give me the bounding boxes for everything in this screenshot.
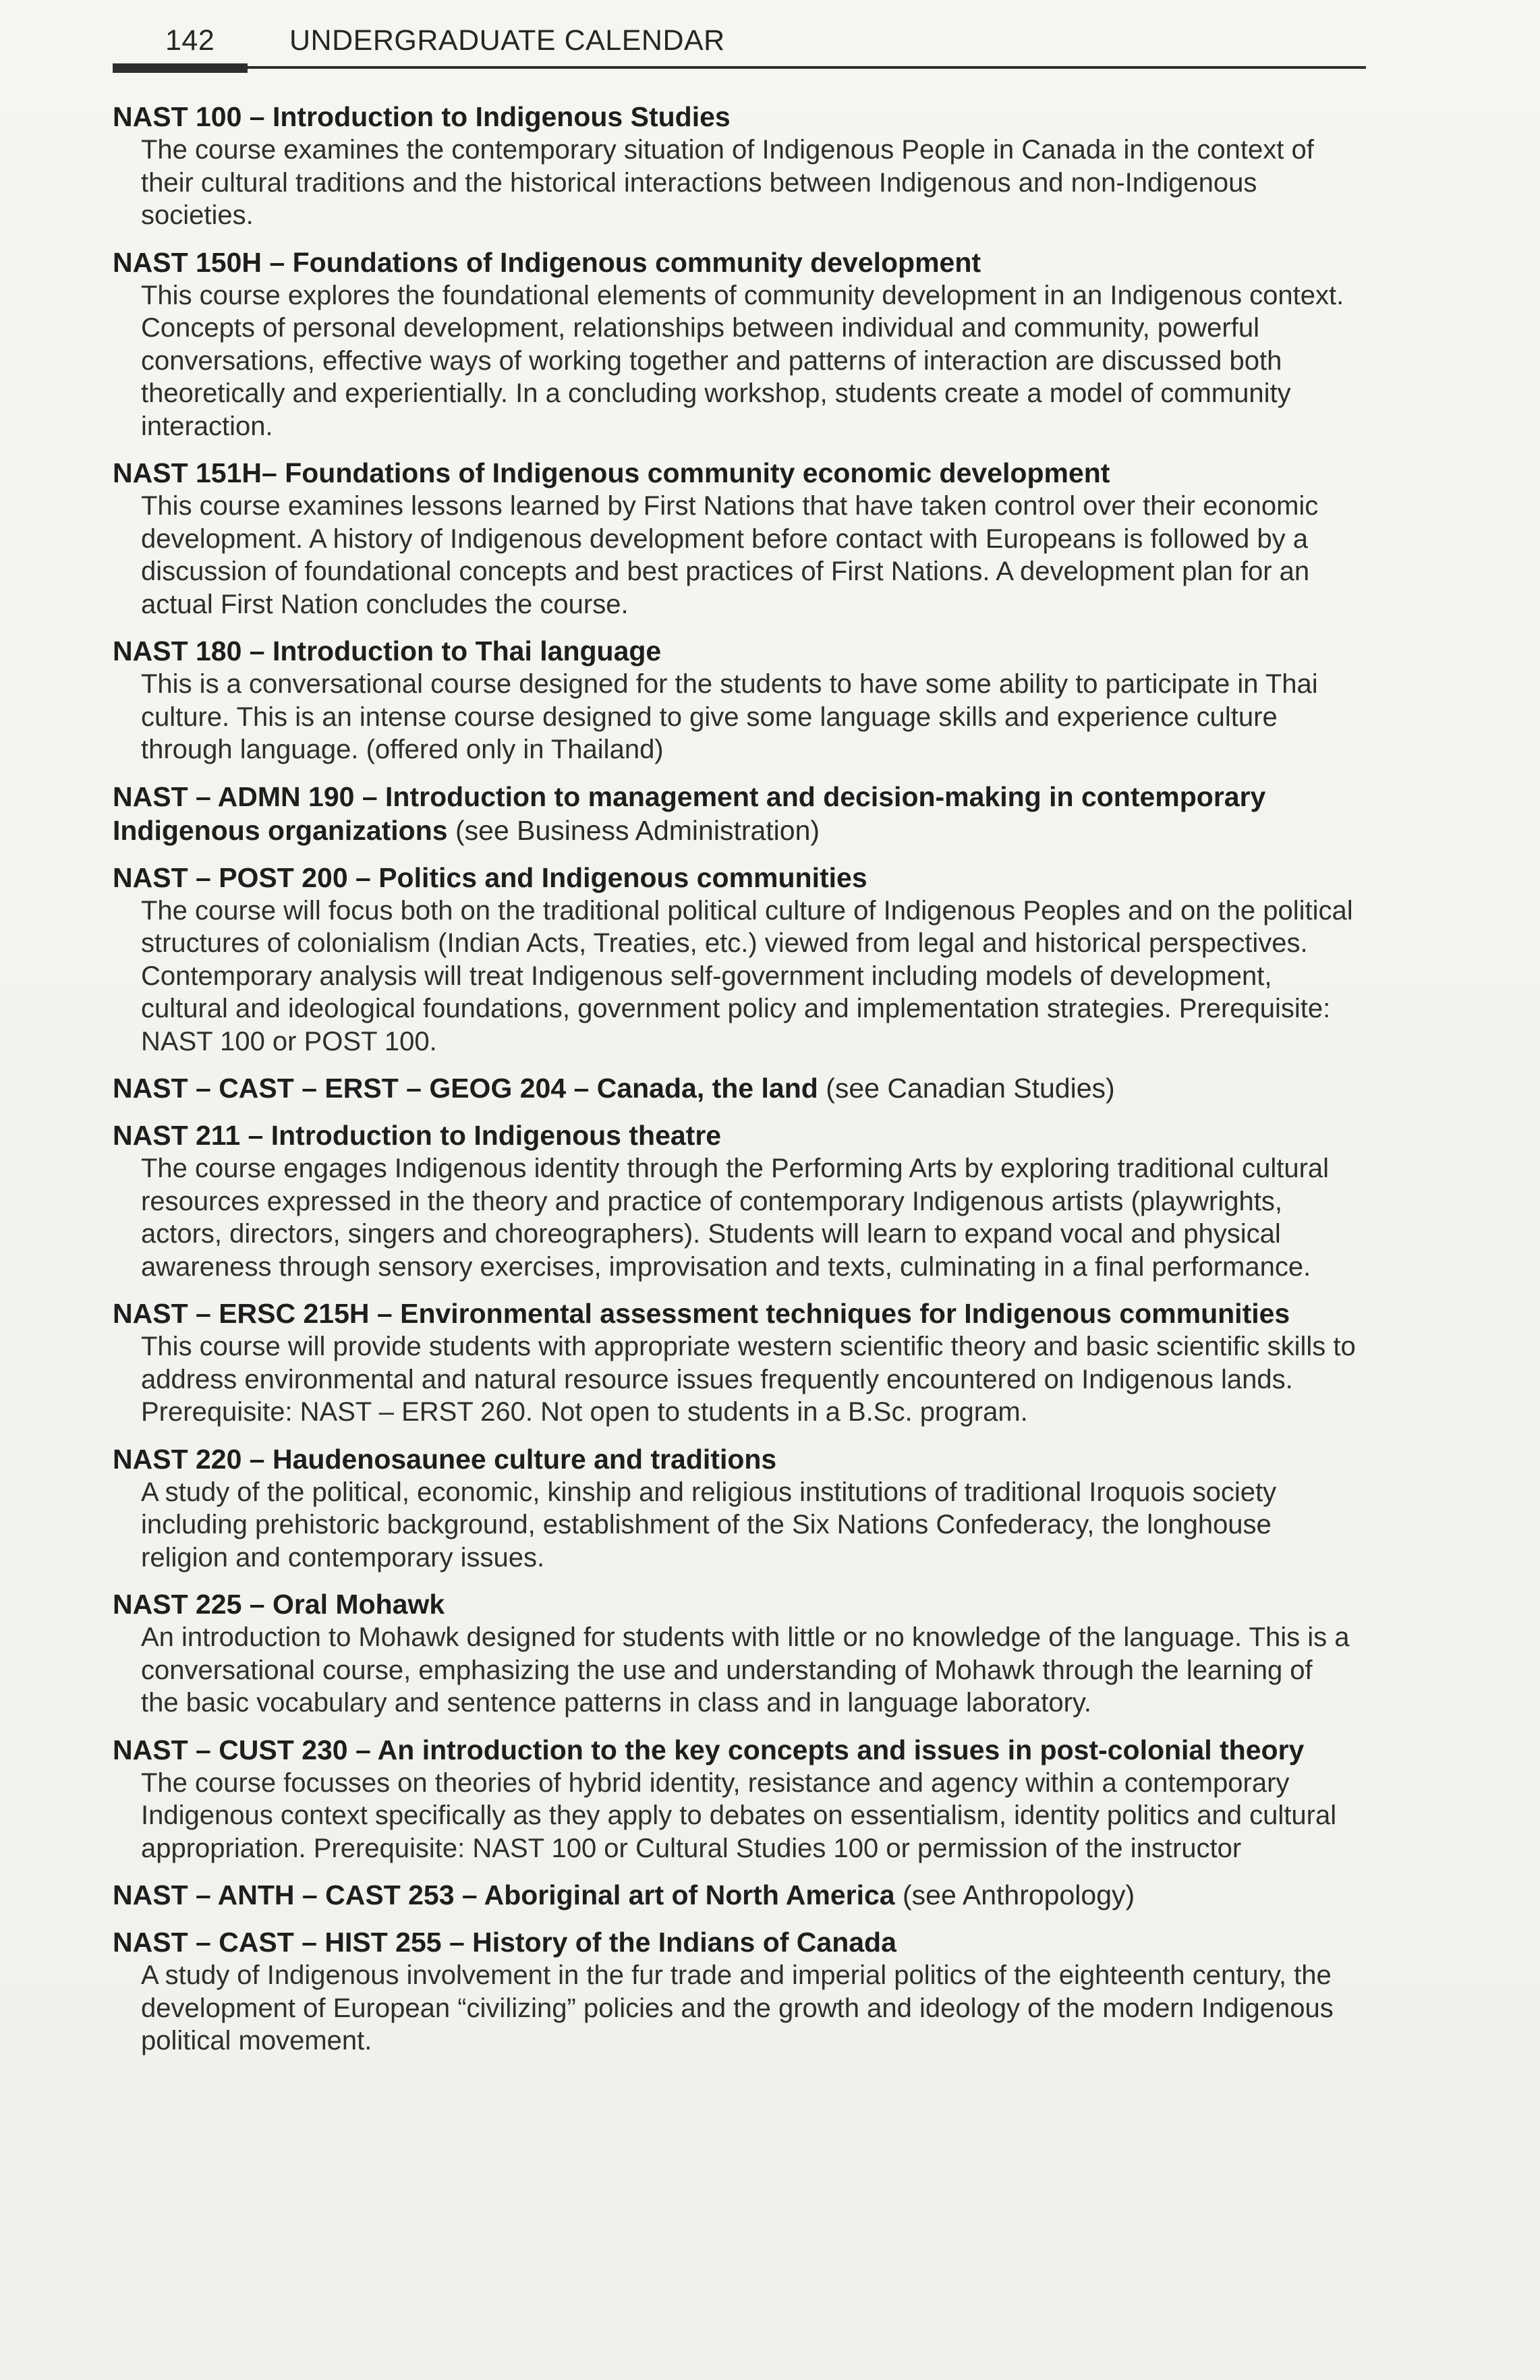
course-title: NAST 150H – Foundations of Indigenous community development: [113, 246, 981, 278]
course-heading: [113, 246, 1357, 279]
course-entry-nast-225: [113, 1587, 1357, 1720]
course-title: NAST – CAST – ERST – GEOG 204 – Canada, the land: [113, 1073, 818, 1104]
course-entry-nast-255: [113, 1925, 1357, 2058]
course-entry-nast-admn-190: [113, 780, 1357, 847]
course-title: NAST 180 – Introduction to Thai language: [113, 635, 662, 667]
course-entry-nast-cust-230: [113, 1733, 1357, 1865]
see-reference: (see Business Administration): [455, 814, 820, 846]
course-entry-nast-253: [113, 1878, 1357, 1912]
course-heading: [113, 861, 1357, 895]
course-entry-nast-151h: [113, 456, 1357, 621]
header-accent-bar: [113, 63, 248, 73]
course-heading: [113, 1878, 1357, 1912]
course-title: NAST 220 – Haudenosaunee culture and traditions: [113, 1443, 777, 1475]
course-description: A study of the political, economic, kinship and religious institutions of traditional Iroquois society including prehistoric background, establishment of the Six Nations Confederacy, the longhouse religion and contemporary issues.: [141, 1477, 1277, 1572]
course-heading: [113, 1587, 1357, 1621]
course-heading: [113, 100, 1357, 134]
course-description: A study of Indigenous involvement in the fur trade and imperial politics of the eighteenth century, the development of European “civilizing” policies and the growth and ideology of the modern Indigenous political movement.: [141, 1960, 1334, 2056]
course-entry-nast-150h: [113, 246, 1357, 443]
course-heading: [113, 634, 1357, 668]
course-entry-nast-211: [113, 1118, 1357, 1283]
see-reference: (see Anthropology): [903, 1879, 1135, 1910]
see-reference: (see Canadian Studies): [826, 1073, 1115, 1104]
course-description: The course engages Indigenous identity through the Performing Arts by exploring traditional cultural resources expressed in the theory and practice of contemporary Indigenous artists (playwrights, actors, directors, singers and choreographers). Students will learn to expand vocal and physical awareness through sensory exercises, improvisation and texts, culminating in a final performance.: [141, 1154, 1330, 1282]
running-title: UNDERGRADUATE CALENDAR: [289, 24, 725, 57]
course-description: The course will focus both on the traditional political culture of Indigenous Peoples and on the political structures of colonialism (Indian Acts, Treaties, etc.) viewed from legal and historical perspectives. Contemporary analysis will treat Indigenous self-government including models of development, cultural and ideological foundations, government policy and implementation strategies. Prerequisite: NAST 100 or POST 100.: [141, 895, 1353, 1056]
course-title: NAST 211 – Introduction to Indigenous theatre: [113, 1120, 722, 1151]
course-heading: [113, 1442, 1357, 1476]
course-description: This course will provide students with appropriate western scientific theory and basic scientific skills to address environmental and natural resource issues frequently encountered on Indigenous lands. Prerequisite: NAST – ERST 260. Not open to students in a B.Sc. program.: [141, 1332, 1356, 1427]
course-heading: [113, 1071, 1357, 1105]
course-heading: [113, 780, 1357, 847]
course-heading: [113, 1118, 1357, 1152]
course-title: NAST – ADMN 190 – Introduction to management and decision-making in contemporary Indigenous organizations: [113, 781, 1266, 846]
course-list: [113, 100, 1357, 2071]
course-title: NAST 225 – Oral Mohawk: [113, 1589, 445, 1620]
course-title: NAST – POST 200 – Politics and Indigenous communities: [113, 861, 867, 893]
course-description: The course focusses on theories of hybrid identity, resistance and agency within a contemporary Indigenous context specifically as they apply to debates on essentialism, identity politics and cultural appropriation. Prerequisite: NAST 100 or Cultural Studies 100 or permission of the instructor: [141, 1767, 1337, 1863]
course-description: This is a conversational course designed for the students to have some ability to participate in Thai culture. This is an intense course designed to give some language skills and experience culture through language. (offered only in Thailand): [141, 669, 1318, 764]
course-title: NAST – CAST – HIST 255 – History of the Indians of Canada: [113, 1927, 896, 1958]
course-entry-nast-180: [113, 634, 1357, 766]
course-description: An introduction to Mohawk designed for students with little or no knowledge of the language. This is a conversational course, emphasizing the use and understanding of Mohawk through the learning of the basic vocabulary and sentence patterns in class and in language laboratory.: [141, 1622, 1350, 1718]
course-title: NAST – CUST 230 – An introduction to the key concepts and issues in post-colonial theory: [113, 1734, 1305, 1765]
course-entry-nast-204: [113, 1071, 1357, 1105]
course-heading: [113, 456, 1357, 490]
course-title: NAST – ERSC 215H – Environmental assessment techniques for Indigenous communities: [113, 1298, 1290, 1329]
page-header: [113, 20, 1366, 74]
course-heading: [113, 1925, 1357, 1959]
course-description: This course explores the foundational elements of community development in an Indigenous context. Concepts of personal development, relationships between individual and community, powerful conversations, effective ways of working together and patterns of interaction are discussed both theoretically and experientially. In a concluding workshop, students create a model of community interaction.: [141, 280, 1344, 441]
course-heading: [113, 1297, 1357, 1330]
course-description: The course examines the contemporary situation of Indigenous People in Canada in the context of their cultural traditions and the historical interactions between Indigenous and non-Indigenous societies.: [141, 135, 1314, 230]
course-title: NAST 100 – Introduction to Indigenous Studies: [113, 101, 731, 132]
course-entry-nast-post-200: [113, 861, 1357, 1058]
course-title: NAST 151H– Foundations of Indigenous community economic development: [113, 457, 1110, 488]
course-entry-nast-220: [113, 1442, 1357, 1575]
course-title: NAST – ANTH – CAST 253 – Aboriginal art of North America: [113, 1879, 895, 1910]
course-entry-nast-ersc-215h: [113, 1297, 1357, 1429]
page-number: 142: [165, 24, 215, 57]
course-entry-nast-100: [113, 100, 1357, 232]
course-description: This course examines lessons learned by First Nations that have taken control over their economic development. A history of Indigenous development before contact with Europeans is followed by a discussion of foundational concepts and best practices of First Nations. A development plan for an actual First Nation concludes the course.: [141, 491, 1319, 619]
header-rule: [113, 66, 1366, 69]
course-heading: [113, 1733, 1357, 1767]
